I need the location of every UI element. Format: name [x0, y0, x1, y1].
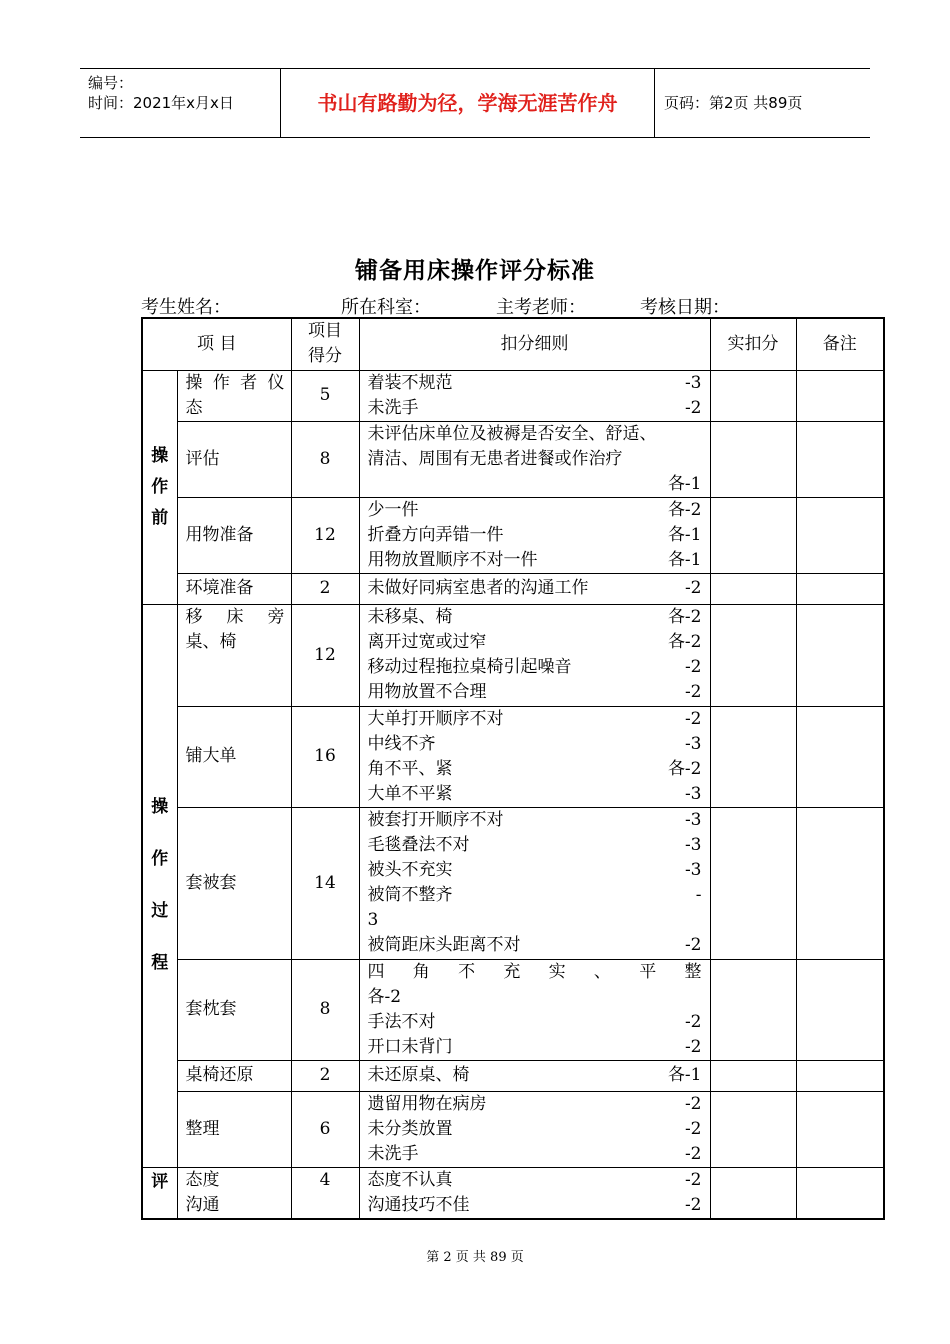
item-cell: 套被套	[177, 807, 291, 959]
detail-text: 用物放置顺序不对一件	[367, 549, 538, 570]
actual-deduction-cell[interactable]	[710, 1167, 796, 1219]
table-row	[142, 421, 884, 497]
section-char: 程	[151, 953, 169, 973]
deduction: -3	[684, 834, 702, 855]
remark-cell[interactable]	[796, 497, 884, 573]
detail-text: 被头不充实	[367, 859, 453, 880]
detail-text: 未还原桌、椅	[367, 1065, 470, 1085]
table-row	[142, 959, 884, 1060]
deduction: -3	[684, 809, 702, 830]
detail-text: 清洁、周围有无患者进餐或作治疗	[367, 448, 623, 469]
deduction: -2	[684, 708, 702, 729]
examiner-label: 主考老师：	[496, 297, 586, 318]
detail-cell	[359, 959, 710, 1060]
item-cell: 评估	[177, 421, 291, 497]
document-title: 铺备用床操作评分标准	[355, 258, 595, 284]
actual-deduction-cell[interactable]	[710, 421, 796, 497]
score-cell: 8	[291, 959, 359, 1060]
deduction: -2	[684, 1118, 702, 1139]
col-actual-header: 实扣分	[710, 318, 796, 370]
item-cell: 整理	[177, 1091, 291, 1167]
item-cell: 铺大单	[177, 706, 291, 807]
item-cell	[177, 604, 291, 706]
actual-deduction-cell[interactable]	[710, 370, 796, 421]
remark-cell[interactable]	[796, 604, 884, 706]
deduction: 各-2	[667, 606, 702, 627]
section-char: 操	[151, 797, 169, 817]
actual-deduction-cell[interactable]	[710, 497, 796, 573]
detail-cell	[359, 604, 710, 706]
detail-text: 四 角 不 充 实 、 平 整	[367, 961, 702, 982]
deduction: -3	[684, 783, 702, 804]
score-cell: 4	[291, 1167, 359, 1219]
detail-text: 少一件	[367, 499, 419, 520]
item-cell: 环境准备	[177, 573, 291, 604]
page-footer: 第 2 页 共 89 页	[426, 1250, 524, 1265]
deduction: 各-2	[667, 499, 702, 520]
remark-cell[interactable]	[796, 959, 884, 1060]
detail-text: 未评估床单位及被褥是否安全、舒适、	[367, 423, 657, 444]
detail-cell	[359, 706, 710, 807]
remark-cell[interactable]	[796, 807, 884, 959]
item-cell: 用物准备	[177, 497, 291, 573]
deduction: -2	[684, 1093, 702, 1114]
score-cell: 16	[291, 706, 359, 807]
detail-text: 未分类放置	[367, 1118, 453, 1139]
section-char: 作	[151, 476, 169, 497]
deduction: -2	[684, 578, 702, 598]
remark-cell[interactable]	[796, 1091, 884, 1167]
table-row	[142, 1060, 884, 1091]
actual-deduction-cell[interactable]	[710, 959, 796, 1060]
deduction: -2	[684, 1011, 702, 1032]
remark-cell[interactable]	[796, 1167, 884, 1219]
col-score-header-line: 项目	[308, 321, 342, 342]
item-cell: 套枕套	[177, 959, 291, 1060]
section-pre-operation	[142, 370, 177, 604]
time-label: 时间：2021年x月x日	[88, 94, 234, 112]
col-score-header-line: 得分	[308, 346, 342, 367]
detail-text: 手法不对	[367, 1011, 436, 1032]
deduction: -2	[684, 397, 702, 418]
detail-text: 各-2	[367, 986, 402, 1007]
detail-text: 中线不齐	[367, 733, 436, 754]
item-label: 操 作 者 仪	[185, 372, 285, 393]
actual-deduction-cell[interactable]	[710, 807, 796, 959]
score-cell: 5	[291, 370, 359, 421]
detail-cell	[359, 1060, 710, 1091]
col-score-header	[291, 318, 359, 370]
section-char: 操	[151, 445, 169, 466]
deduction: -	[695, 884, 702, 905]
item-cell	[177, 1167, 291, 1219]
deduction: 各-1	[667, 473, 702, 494]
col-item-header: 项 目	[142, 318, 291, 370]
detail-cell	[359, 1091, 710, 1167]
table-row	[142, 370, 884, 421]
header-page-label: 页码：第2页 共89页	[664, 94, 803, 112]
table-row	[142, 573, 884, 604]
item-cell: 桌椅还原	[177, 1060, 291, 1091]
score-cell: 12	[291, 604, 359, 706]
table-row	[142, 1167, 884, 1219]
deduction: -2	[684, 1169, 702, 1190]
col-detail-header: 扣分细则	[359, 318, 710, 370]
deduction: 各-1	[667, 549, 702, 570]
exam-date-label: 考核日期：	[640, 297, 730, 318]
item-label: 态度	[185, 1169, 220, 1190]
deduction: 各-1	[667, 1065, 702, 1085]
table-row	[142, 706, 884, 807]
detail-text: 被筒不整齐	[367, 884, 453, 905]
detail-text: 移动过程拖拉桌椅引起噪音	[367, 656, 572, 677]
detail-text: 被筒距床头距离不对	[367, 934, 521, 955]
detail-text: 3	[367, 909, 379, 930]
detail-text: 开口未背门	[367, 1036, 453, 1057]
table-row	[142, 1091, 884, 1167]
detail-text: 角不平、紧	[367, 758, 453, 779]
header-meta	[80, 69, 280, 137]
score-cell: 14	[291, 807, 359, 959]
section-evaluation	[142, 1167, 177, 1219]
section-operation-process	[142, 604, 177, 1167]
remark-cell[interactable]	[796, 370, 884, 421]
detail-text: 用物放置不合理	[367, 681, 487, 702]
detail-text: 未移桌、椅	[367, 606, 453, 627]
candidate-name-label: 考生姓名：	[141, 297, 231, 318]
deduction: 各-2	[667, 758, 702, 779]
scoring-table	[141, 317, 885, 1220]
item-label: 移 床 旁	[185, 606, 285, 627]
detail-text: 遗留用物在病房	[367, 1093, 487, 1114]
detail-text: 未洗手	[367, 1143, 419, 1164]
header-motto: 书山有路勤为径，学海无涯苦作舟	[317, 91, 618, 115]
deduction: -2	[684, 1036, 702, 1057]
deduction: -2	[684, 934, 702, 955]
item-label: 沟通	[185, 1194, 220, 1215]
detail-text: 被套打开顺序不对	[367, 809, 504, 830]
remark-cell[interactable]	[796, 1060, 884, 1091]
actual-deduction-cell[interactable]	[710, 604, 796, 706]
score-cell: 2	[291, 1060, 359, 1091]
detail-cell	[359, 807, 710, 959]
deduction: 各-2	[667, 631, 702, 652]
score-cell: 6	[291, 1091, 359, 1167]
table-row	[142, 807, 884, 959]
detail-text: 未洗手	[367, 397, 419, 418]
detail-cell	[359, 497, 710, 573]
remark-cell[interactable]	[796, 421, 884, 497]
actual-deduction-cell[interactable]	[710, 706, 796, 807]
actual-deduction-cell[interactable]	[710, 1091, 796, 1167]
detail-text: 折叠方向弄错一件	[367, 524, 504, 545]
number-label: 编号：	[88, 74, 134, 92]
score-cell: 8	[291, 421, 359, 497]
section-char: 评	[151, 1171, 169, 1192]
header-divider	[654, 69, 655, 137]
deduction: -2	[684, 1143, 702, 1164]
score-cell: 12	[291, 497, 359, 573]
detail-cell	[359, 370, 710, 421]
detail-text: 离开过宽或过窄	[367, 631, 487, 652]
table-row	[142, 604, 884, 706]
detail-text: 态度不认真	[367, 1169, 453, 1190]
item-cell	[177, 370, 291, 421]
score-cell: 2	[291, 573, 359, 604]
detail-cell	[359, 1167, 710, 1219]
deduction: -2	[684, 1194, 702, 1215]
detail-text: 大单不平紧	[367, 783, 453, 804]
table-header-row	[142, 318, 884, 370]
section-char: 作	[151, 849, 169, 869]
section-char: 前	[151, 507, 169, 528]
detail-cell	[359, 421, 710, 497]
actual-deduction-cell[interactable]	[710, 1060, 796, 1091]
detail-text: 大单打开顺序不对	[367, 708, 504, 729]
item-label: 桌、椅	[185, 631, 237, 652]
deduction: -2	[684, 681, 702, 702]
item-label: 态	[185, 397, 203, 418]
deduction: -3	[684, 859, 702, 880]
detail-text: 沟通技巧不佳	[367, 1194, 470, 1215]
department-label: 所在科室：	[341, 297, 431, 318]
detail-cell	[359, 573, 710, 604]
deduction: 各-1	[667, 524, 702, 545]
deduction: -3	[684, 733, 702, 754]
detail-text: 毛毯叠法不对	[367, 834, 470, 855]
section-char: 过	[151, 901, 169, 921]
actual-deduction-cell[interactable]	[710, 573, 796, 604]
col-remark-header: 备注	[796, 318, 884, 370]
deduction: -2	[684, 656, 702, 677]
remark-cell[interactable]	[796, 573, 884, 604]
deduction: -3	[684, 372, 702, 393]
page-header	[80, 68, 870, 138]
detail-text: 未做好同病室患者的沟通工作	[367, 578, 589, 598]
table-row	[142, 497, 884, 573]
detail-text: 着装不规范	[367, 372, 453, 393]
remark-cell[interactable]	[796, 706, 884, 807]
